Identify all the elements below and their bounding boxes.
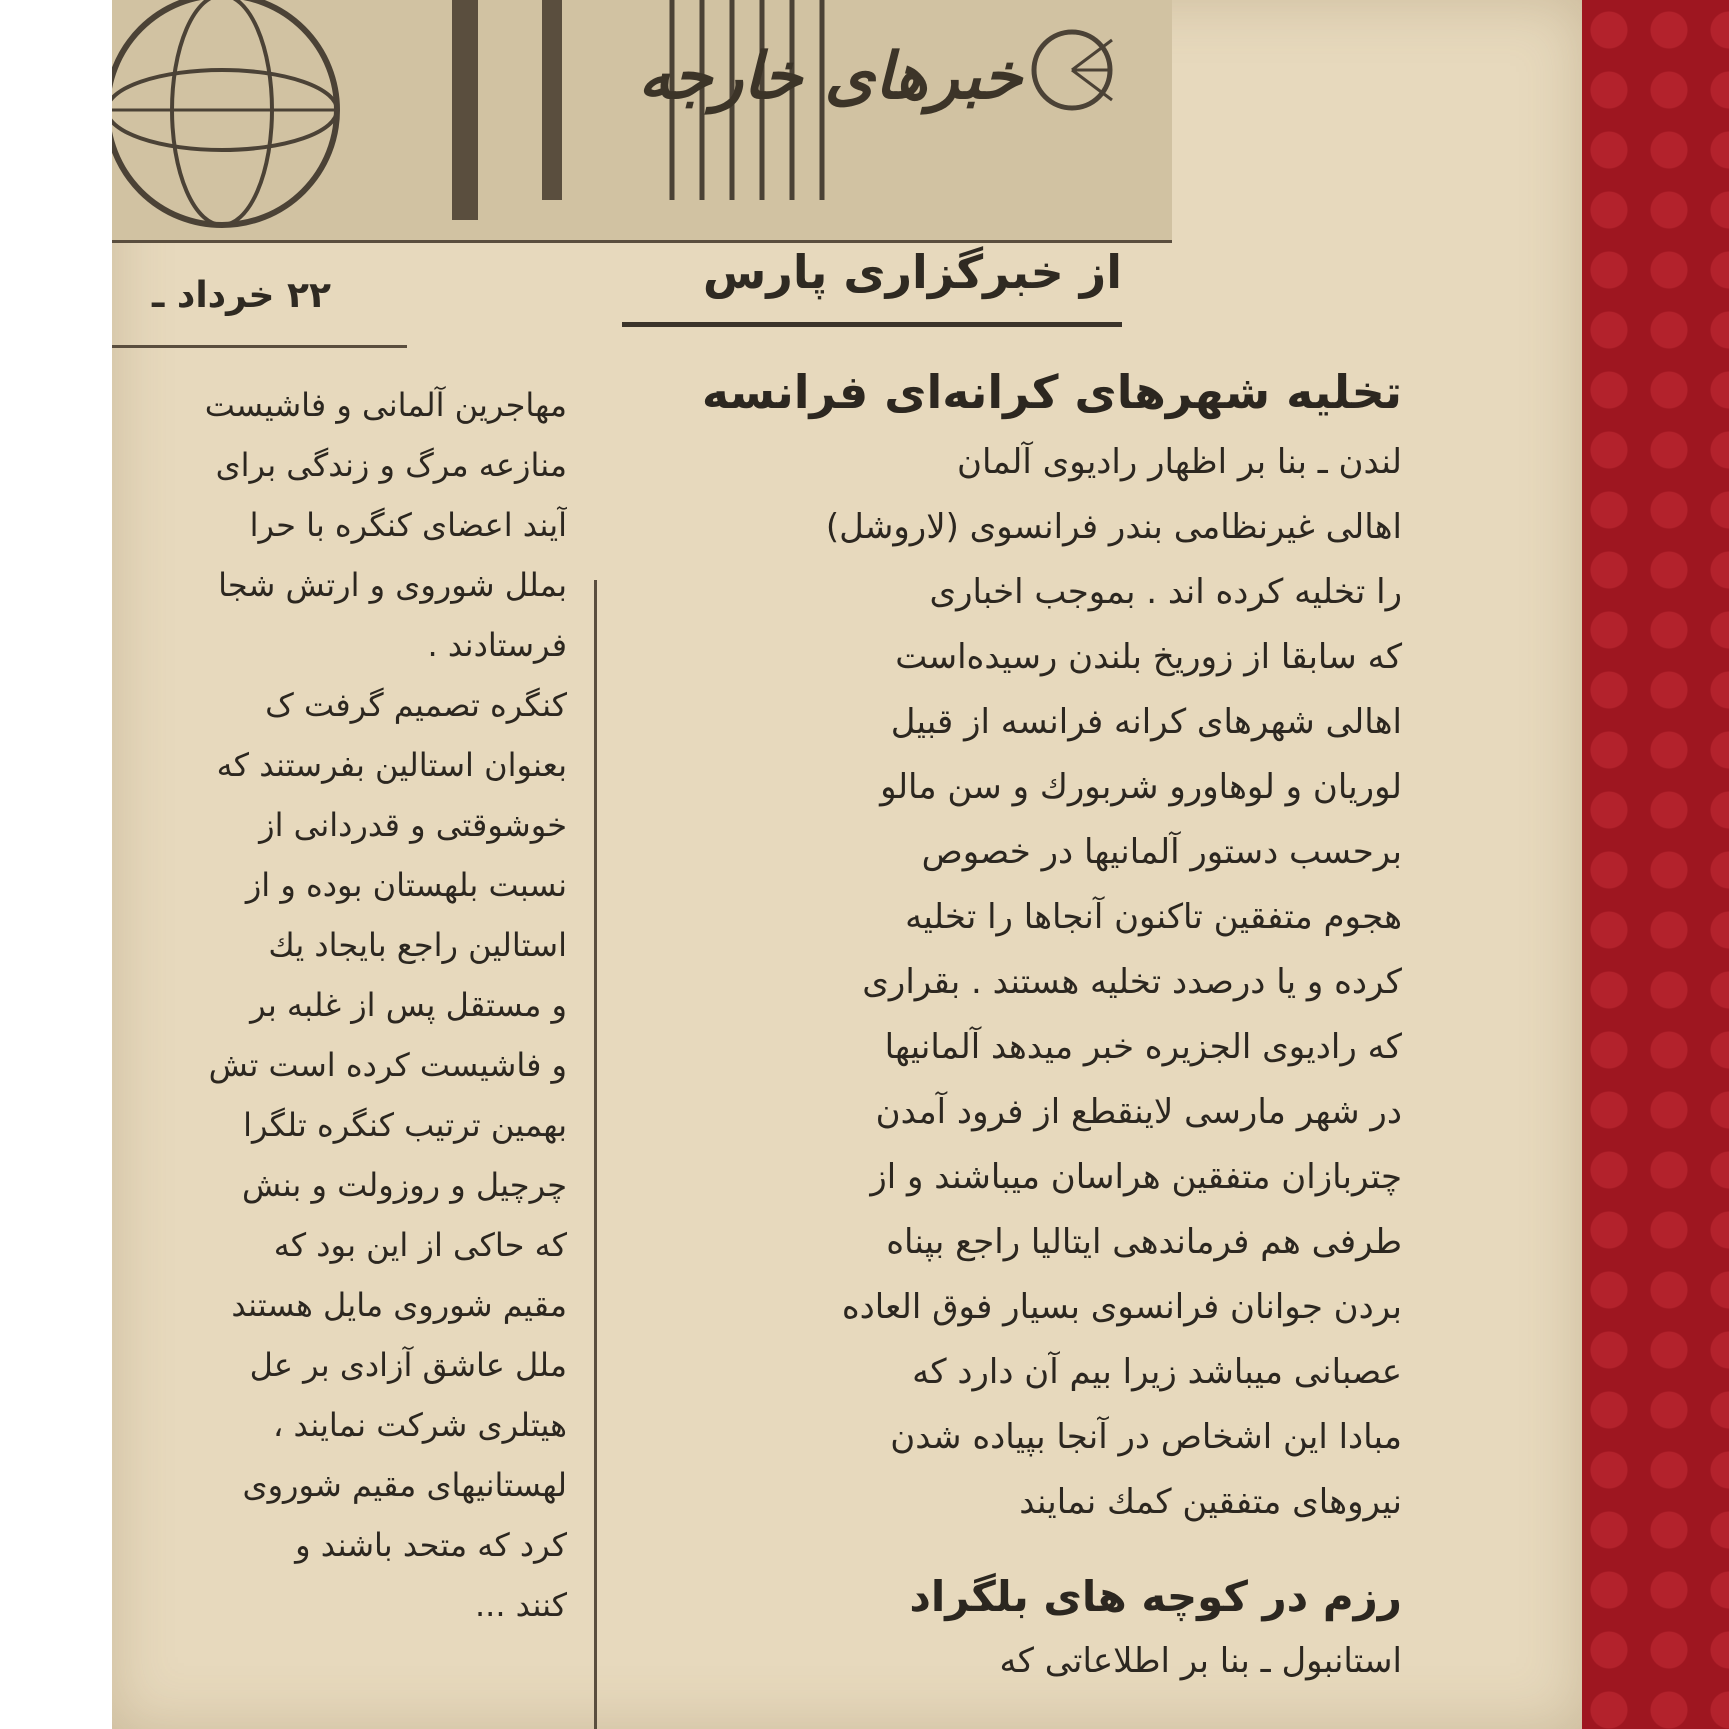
- article-line: در شهر مارسی لاینقطع از فرود آمدن: [875, 1092, 1402, 1132]
- second-headline: رزم در کوچه های بلگراد: [909, 1572, 1402, 1621]
- article-line: مقیم شوروی مایل هستند: [231, 1286, 567, 1324]
- article-line: استانبول ـ بنا بر اطلاعاتی که: [999, 1641, 1402, 1681]
- article-line: اهالی غیرنظامی بندر فرانسوی (لاروشل): [825, 507, 1402, 547]
- article-line: کرده و یا درصدد تخلیه هستند . بقراری: [862, 962, 1402, 1002]
- date-label: ۲۲ خرداد ـ: [152, 275, 331, 316]
- article-line: که رادیوی الجزیره خبر میدهد آلمانیها: [884, 1027, 1402, 1067]
- article-line: کرد که متحد باشند و: [295, 1526, 567, 1564]
- article-line: هیتلری شرکت نمایند ،: [273, 1406, 567, 1444]
- article-headline: تخلیه شهرهای کرانه‌ای فرانسه: [701, 365, 1402, 419]
- article-line: برحسب دستور آلمانیها در خصوص: [921, 832, 1402, 872]
- article-line: و فاشیست کرده است تش: [208, 1046, 567, 1084]
- article-line: هجوم متفقین تاکنون آنجاها را تخلیه: [905, 897, 1402, 937]
- article-line: مهاجرین آلمانی و فاشیست: [204, 386, 567, 424]
- article-line: نیروهای متفقین کمك نمایند: [1019, 1482, 1402, 1522]
- banner-title: خبرهای خارجه: [638, 40, 1022, 114]
- article-line: بعنوان استالین بفرستند که: [216, 746, 567, 784]
- article-line: بردن جوانان فرانسوی بسیار فوق العاده: [841, 1287, 1402, 1327]
- article-line: که سابقا از زوریخ بلندن رسیده‌است: [895, 637, 1402, 677]
- date-underline: [112, 345, 407, 348]
- article-line: اهالی شهرهای کرانه فرانسه از قبیل: [890, 702, 1402, 742]
- news-agency-heading: از خبرگزاری پارس: [702, 245, 1122, 299]
- agency-underline: [622, 322, 1122, 327]
- article-line: و مستقل پس از غلبه بر: [250, 986, 567, 1024]
- article-line: چرچیل و روزولت و بنش: [241, 1166, 567, 1204]
- article-line: کنند ...: [474, 1586, 567, 1624]
- article-line: نسبت بلهستان بوده و از: [245, 866, 567, 904]
- article-line: طرفی هم فرماندهی ایتالیا راجع بپناه: [886, 1222, 1402, 1262]
- newspaper-page: [112, 0, 1582, 1729]
- column-divider: [594, 580, 597, 1729]
- article-line: لندن ـ بنا بر اظهار رادیوی آلمان: [957, 442, 1402, 482]
- article-line: بهمین ترتیب کنگره تلگرا: [243, 1106, 567, 1144]
- article-line: لوریان و لوهاورو شربورك و سن مالو: [880, 767, 1402, 807]
- article-line: که حاکی از این بود که: [273, 1226, 567, 1264]
- left-column-article: [112, 375, 567, 1635]
- article-line: منازعه مرگ و زندگی برای: [215, 446, 567, 484]
- article-line: را تخلیه کرده اند . بموجب اخباری: [929, 572, 1402, 612]
- article-line: خوشوقتی و قدردانی از: [259, 806, 567, 844]
- right-column-article: [612, 360, 1402, 1694]
- article-line: ملل عاشق آزادی بر عل: [249, 1346, 567, 1384]
- article-line: استالین راجع بایجاد یك: [268, 926, 567, 964]
- article-line: آیند اعضای کنگره با حرا: [249, 506, 567, 544]
- article-line: بملل شوروی و ارتش شجا: [218, 566, 567, 604]
- article-line: کنگره تصمیم گرفت ک: [265, 686, 567, 724]
- section-banner: [112, 0, 1172, 243]
- article-line: عصبانی میباشد زیرا بیم آن دارد که: [912, 1352, 1402, 1392]
- article-line: مبادا این اشخاص در آنجا بپیاده شدن: [890, 1417, 1402, 1457]
- article-line: چتربازان متفقین هراسان میباشند و از: [870, 1157, 1402, 1197]
- article-line: فرستادند .: [427, 626, 567, 664]
- banner-illustration: [112, 0, 1172, 240]
- article-line: لهستانیهای مقیم شوروی: [242, 1466, 567, 1504]
- tablecloth-background: [1579, 0, 1729, 1729]
